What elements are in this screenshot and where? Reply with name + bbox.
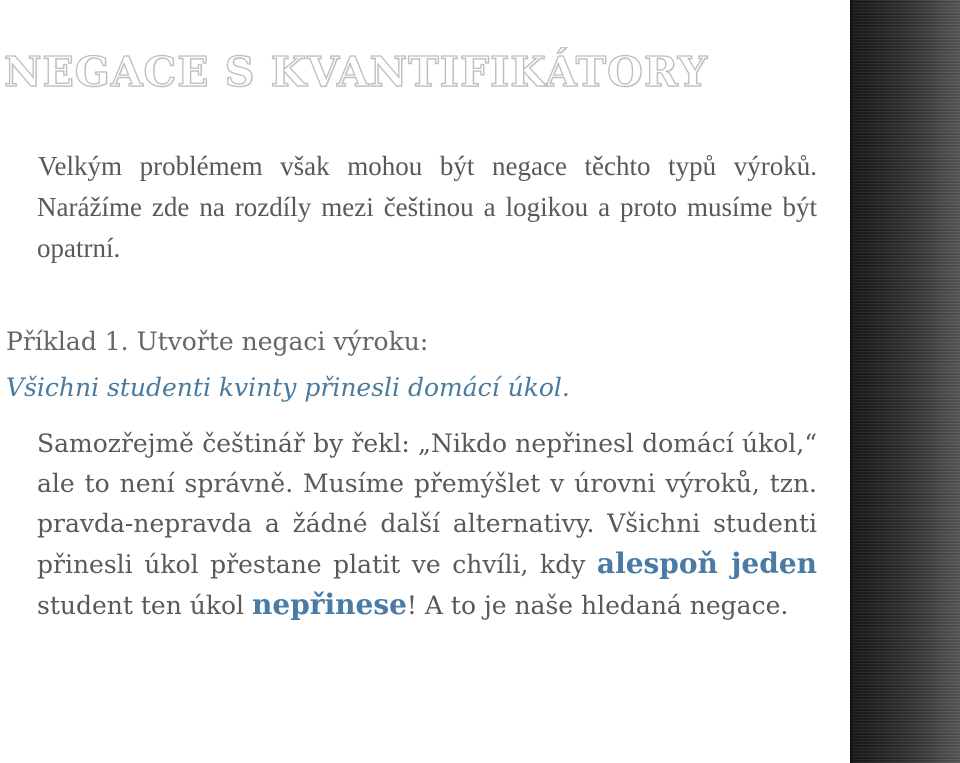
highlight-not-bring: nepřinese bbox=[252, 588, 407, 621]
explanation-text-2: student ten úkol bbox=[37, 591, 253, 620]
slide-title: NEGACE S KVANTIFIKÁTORY bbox=[4, 48, 708, 96]
explanation-text-1: Samozřejmě češtinář by řekl: „Nikdo nepřinesl domácí úkol,“ ale to není správně. Musíme přemýšlet v úrovni výroků, tzn. pravda-nepravda a žádné další alternativy. Všichni studenti přinesli úkol přestane platit ve chvíli, kdy bbox=[37, 429, 817, 579]
highlight-at-least-one: alespoň jeden bbox=[596, 547, 817, 580]
intro-paragraph: Velkým problémem však mohou být negace těchto typů výroků. Narážíme zde na rozdíly mezi češtinou a logikou a proto musíme být opatrní. bbox=[37, 151, 817, 263]
explanation-paragraph bbox=[37, 424, 817, 626]
decorative-side-panel bbox=[850, 0, 960, 763]
example-statement: Všichni studenti kvinty přinesli domácí úkol. bbox=[6, 373, 570, 402]
example-label: Příklad 1. Utvořte negaci výroku: bbox=[6, 327, 429, 356]
explanation-text-3: ! A to je naše hledaná negace. bbox=[406, 591, 789, 620]
